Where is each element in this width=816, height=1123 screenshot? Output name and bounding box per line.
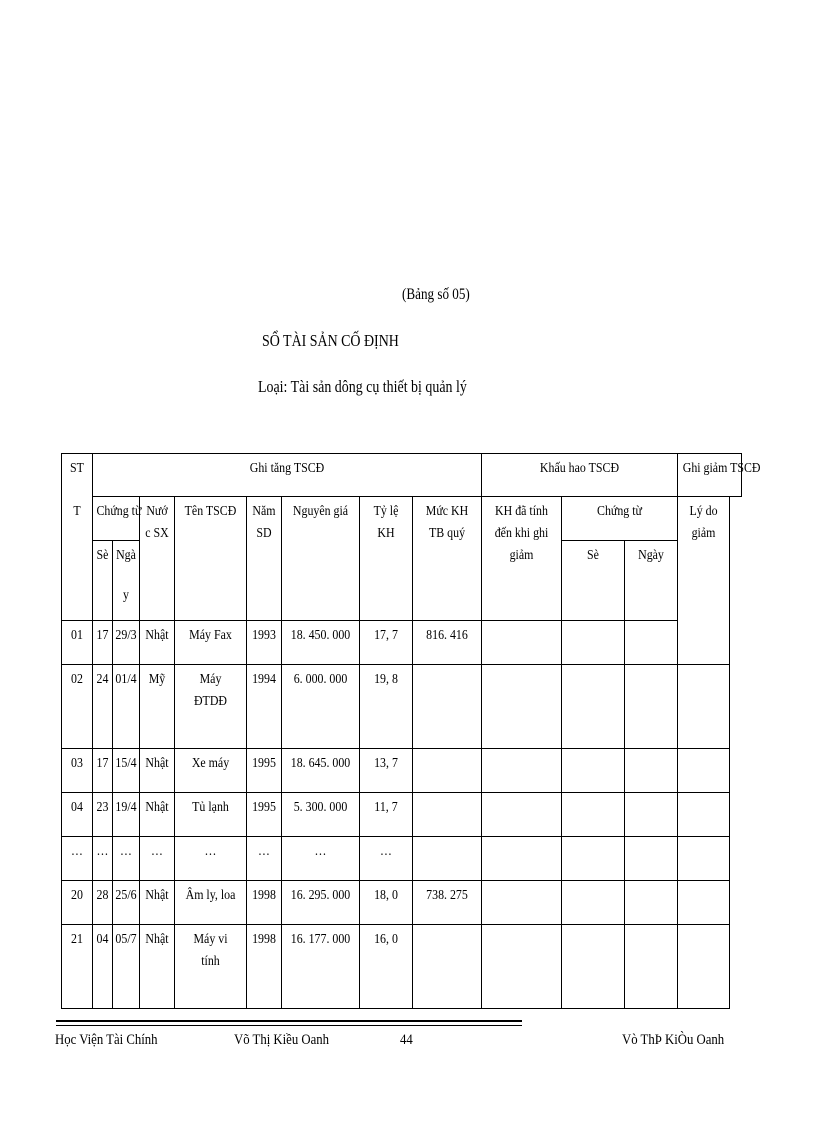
rate-cell: 11, 7: [360, 793, 413, 837]
stt-header-blank: [62, 541, 93, 581]
depreciation-group-header: Khấu hao TSCĐ: [482, 454, 678, 497]
decrease-no-cell: [562, 665, 625, 749]
rate-cell: 18, 0: [360, 881, 413, 925]
asset-name-cell: Máy ĐTDĐ: [175, 665, 247, 749]
decrease-no-header: Sè: [562, 541, 625, 621]
country-cell: Nhật: [140, 749, 175, 793]
year-cell: 1995: [247, 749, 282, 793]
table-row: [62, 621, 742, 665]
rate-cell: …: [360, 837, 413, 881]
decrease-no-cell: [562, 837, 625, 881]
stt-cell: 01: [62, 621, 93, 665]
rate-header: Tỷ lệ KH: [360, 497, 413, 621]
accumulated-cell: [482, 925, 562, 1009]
page-number: 44: [400, 1032, 413, 1048]
accumulated-cell: [482, 881, 562, 925]
asset-category: Loại: Tài sản dông cụ thiết bị quản lý: [258, 377, 467, 396]
footer-author-garbled: Vò ThÞ KiÒu Oanh: [622, 1032, 725, 1048]
rate-cell: 13, 7: [360, 749, 413, 793]
voucher-no-header: Sè: [93, 541, 113, 581]
voucher-date-header: Ngà: [113, 541, 140, 581]
reason-header: Lý do giảm: [678, 497, 730, 621]
quarterly-cell: [413, 837, 482, 881]
decrease-date-cell: [625, 925, 678, 1009]
year-cell: 1995: [247, 793, 282, 837]
cost-cell: 16. 177. 000: [282, 925, 360, 1009]
voucher-no-cell: 24: [93, 665, 113, 749]
table-row: [62, 925, 742, 1009]
stt-cell: …: [62, 837, 93, 881]
stt-cell: 21: [62, 925, 93, 1009]
decrease-date-cell: [625, 881, 678, 925]
stt-cell: 20: [62, 881, 93, 925]
voucher-no-cell: 17: [93, 621, 113, 665]
reason-cell: [678, 665, 730, 749]
reason-cell: [678, 621, 730, 665]
asset-name-cell: Máy vi tính: [175, 925, 247, 1009]
reason-cell: [678, 793, 730, 837]
quarterly-cell: 738. 275: [413, 881, 482, 925]
country-cell: Nhật: [140, 793, 175, 837]
decrease-group-header: Ghi giảm TSCĐ: [678, 454, 742, 497]
reason-cell: [678, 925, 730, 1009]
rate-cell: 17, 7: [360, 621, 413, 665]
quarterly-header: Mức KH TB quý: [413, 497, 482, 621]
country-header: Nướ c SX: [140, 497, 175, 621]
stt-cell: 03: [62, 749, 93, 793]
reason-cell: [678, 881, 730, 925]
increase-group-header: Ghi tăng TSCĐ: [93, 454, 482, 497]
reason-cell: [678, 837, 730, 881]
cost-header: Nguyên giá: [282, 497, 360, 621]
asset-name-cell: Tủ lạnh: [175, 793, 247, 837]
stt-cell: 04: [62, 793, 93, 837]
voucher-no-cell: 23: [93, 793, 113, 837]
year-header: Năm SD: [247, 497, 282, 621]
year-cell: 1993: [247, 621, 282, 665]
accumulated-cell: [482, 837, 562, 881]
voucher-no-cell: 28: [93, 881, 113, 925]
quarterly-cell: [413, 665, 482, 749]
decrease-no-cell: [562, 925, 625, 1009]
country-cell: …: [140, 837, 175, 881]
quarterly-cell: 816. 416: [413, 621, 482, 665]
quarterly-cell: [413, 793, 482, 837]
asset-name-header: Tên TSCĐ: [175, 497, 247, 621]
decrease-date-cell: [625, 837, 678, 881]
asset-name-cell: Xe máy: [175, 749, 247, 793]
header-row-2: [62, 497, 742, 541]
footer-rule: [56, 1020, 522, 1022]
cost-cell: 5. 300. 000: [282, 793, 360, 837]
decrease-no-cell: [562, 749, 625, 793]
table-number: (Bảng số 05): [402, 286, 470, 303]
cost-cell: …: [282, 837, 360, 881]
accumulated-header: KH đã tính đến khi ghi giảm: [482, 497, 562, 621]
decrease-voucher-header: Chứng từ: [562, 497, 678, 541]
voucher-date-cell: 29/3: [113, 621, 140, 665]
rate-cell: 19, 8: [360, 665, 413, 749]
voucher-date-header-end: y: [113, 581, 140, 621]
decrease-date-cell: [625, 621, 678, 665]
country-cell: Mỹ: [140, 665, 175, 749]
decrease-date-cell: [625, 793, 678, 837]
quarterly-cell: [413, 925, 482, 1009]
accumulated-cell: [482, 749, 562, 793]
header-row-1: [62, 454, 742, 497]
voucher-date-cell: 01/4: [113, 665, 140, 749]
asset-name-cell: …: [175, 837, 247, 881]
voucher-date-cell: 19/4: [113, 793, 140, 837]
table-row: [62, 749, 742, 793]
year-cell: 1994: [247, 665, 282, 749]
stt-header-cont: T: [62, 497, 93, 541]
voucher-date-cell: 25/6: [113, 881, 140, 925]
accumulated-cell: [482, 621, 562, 665]
voucher-date-cell: …: [113, 837, 140, 881]
stt-header-end: [62, 581, 93, 621]
voucher-no-header-end: [93, 581, 113, 621]
cost-cell: 6. 000. 000: [282, 665, 360, 749]
footer-author: Võ Thị Kiều Oanh: [234, 1032, 330, 1048]
decrease-date-header: Ngày: [625, 541, 678, 621]
year-cell: 1998: [247, 881, 282, 925]
decrease-no-cell: [562, 793, 625, 837]
voucher-no-cell: …: [93, 837, 113, 881]
table-row: [62, 665, 742, 749]
voucher-no-cell: 04: [93, 925, 113, 1009]
decrease-date-cell: [625, 749, 678, 793]
page-title: SỔ TÀI SẢN CỐ ĐỊNH: [262, 331, 399, 350]
quarterly-cell: [413, 749, 482, 793]
asset-name-cell: Máy Fax: [175, 621, 247, 665]
table-row: [62, 881, 742, 925]
voucher-no-cell: 17: [93, 749, 113, 793]
voucher-date-cell: 05/7: [113, 925, 140, 1009]
country-cell: Nhật: [140, 925, 175, 1009]
stt-cell: 02: [62, 665, 93, 749]
country-cell: Nhật: [140, 621, 175, 665]
reason-cell: [678, 749, 730, 793]
table-row: [62, 793, 742, 837]
voucher-header: Chứng từ: [93, 497, 140, 541]
table-row: [62, 837, 742, 881]
decrease-no-cell: [562, 881, 625, 925]
decrease-no-cell: [562, 621, 625, 665]
accumulated-cell: [482, 793, 562, 837]
asset-name-cell: Âm ly, loa: [175, 881, 247, 925]
cost-cell: 18. 645. 000: [282, 749, 360, 793]
accumulated-cell: [482, 665, 562, 749]
cost-cell: 16. 295. 000: [282, 881, 360, 925]
fixed-asset-register-table: [61, 453, 761, 1009]
voucher-date-cell: 15/4: [113, 749, 140, 793]
cost-cell: 18. 450. 000: [282, 621, 360, 665]
footer-school: Học Viện Tài Chính: [55, 1032, 158, 1048]
table-body: [62, 454, 761, 1009]
decrease-date-cell: [625, 665, 678, 749]
rate-cell: 16, 0: [360, 925, 413, 1009]
country-cell: Nhật: [140, 881, 175, 925]
footer-rule-thin: [56, 1025, 522, 1026]
year-cell: 1998: [247, 925, 282, 1009]
stt-header: ST: [62, 454, 93, 497]
year-cell: …: [247, 837, 282, 881]
